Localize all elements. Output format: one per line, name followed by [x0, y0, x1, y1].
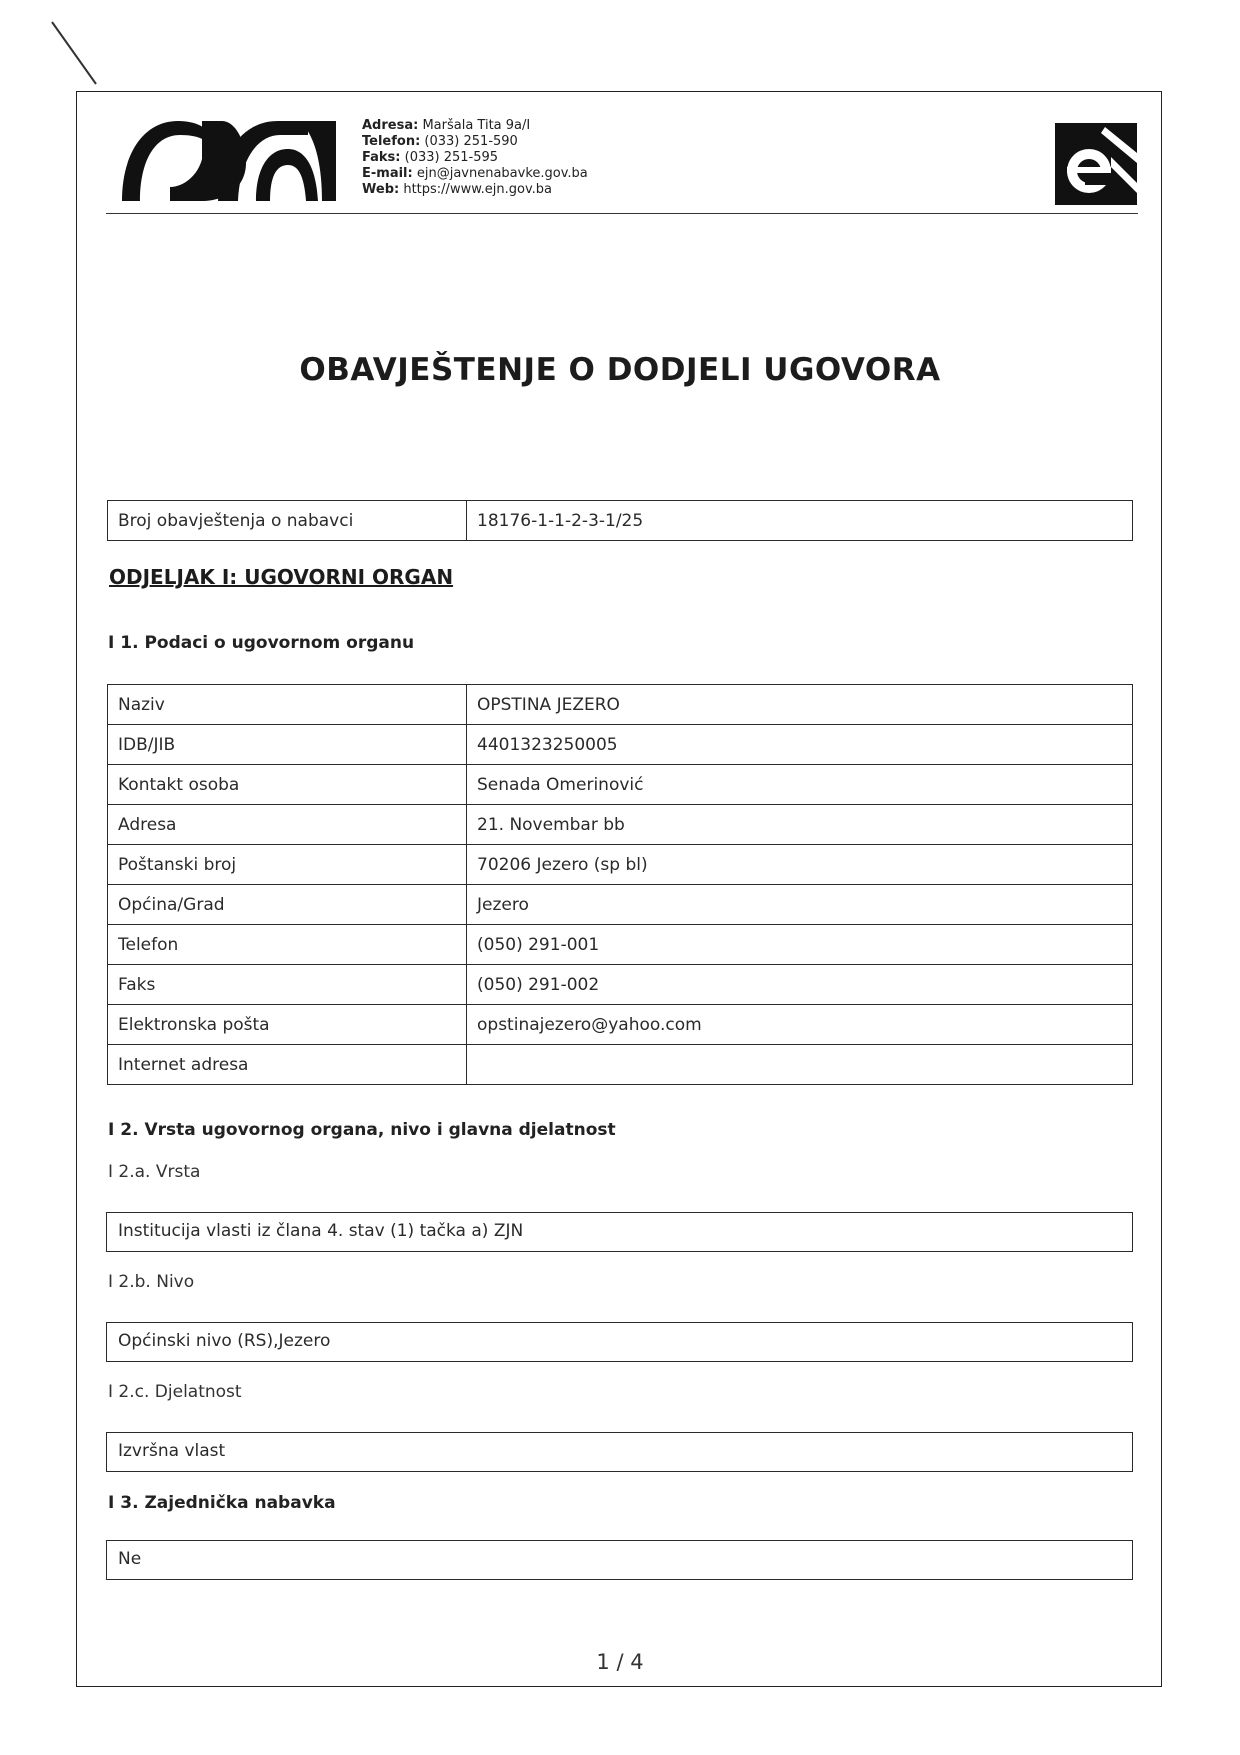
row-label: Kontakt osoba	[108, 765, 467, 805]
i2c-value-box: Izvršna vlast	[106, 1432, 1133, 1472]
subsection-i3-title: I 3. Zajednička nabavka	[108, 1493, 336, 1513]
table-row	[108, 805, 1133, 845]
i2a-label: I 2.a. Vrsta	[108, 1162, 201, 1182]
notice-number-row	[108, 501, 1133, 541]
ejn-logo	[1055, 123, 1137, 205]
table-row	[108, 1005, 1133, 1045]
row-label: Faks	[108, 965, 467, 1005]
row-label: Elektronska pošta	[108, 1005, 467, 1045]
notice-number-table	[107, 500, 1133, 541]
contact-email: E-mail: ejn@javnenabavke.gov.ba	[362, 166, 588, 181]
i2a-value-box: Institucija vlasti iz člana 4. stav (1) tačka a) ZJN	[106, 1212, 1133, 1252]
contact-fax: Faks: (033) 251-595	[362, 150, 499, 165]
contact-phone: Telefon: (033) 251-590	[362, 134, 518, 149]
section-title: ODJELJAK I: UGOVORNI ORGAN	[109, 565, 454, 589]
notice-number-value: 18176-1-1-2-3-1/25	[467, 501, 1133, 541]
subsection-i2-title: I 2. Vrsta ugovornog organa, nivo i glavna djelatnost	[108, 1120, 616, 1140]
row-value: OPSTINA JEZERO	[467, 685, 1133, 725]
header-divider	[106, 213, 1138, 214]
row-value: 21. Novembar bb	[467, 805, 1133, 845]
table-row	[108, 925, 1133, 965]
row-value: 70206 Jezero (sp bl)	[467, 845, 1133, 885]
row-label: Naziv	[108, 685, 467, 725]
row-value: Senada Omerinović	[467, 765, 1133, 805]
page-number: 1 / 4	[596, 1650, 644, 1674]
contact-block	[362, 118, 588, 198]
table-row	[108, 765, 1133, 805]
table-row	[108, 725, 1133, 765]
contact-web: Web: https://www.ejn.gov.ba	[362, 182, 552, 197]
adi-logo	[118, 113, 343, 203]
table-row	[108, 885, 1133, 925]
scan-corner-mark	[50, 20, 110, 90]
row-value: (050) 291-001	[467, 925, 1133, 965]
i2b-value-box: Općinski nivo (RS),Jezero	[106, 1322, 1133, 1362]
row-label: Internet adresa	[108, 1045, 467, 1085]
table-row	[108, 1045, 1133, 1085]
authority-details-table	[107, 684, 1133, 1085]
row-label: Poštanski broj	[108, 845, 467, 885]
i2c-label: I 2.c. Djelatnost	[108, 1382, 242, 1402]
notice-number-label: Broj obavještenja o nabavci	[108, 501, 467, 541]
row-label: Telefon	[108, 925, 467, 965]
document-title: OBAVJEŠTENJE O DODJELI UGOVORA	[299, 352, 941, 388]
row-label: IDB/JIB	[108, 725, 467, 765]
table-row	[108, 845, 1133, 885]
row-label: Adresa	[108, 805, 467, 845]
table-row	[108, 965, 1133, 1005]
row-value: 4401323250005	[467, 725, 1133, 765]
i2b-label: I 2.b. Nivo	[108, 1272, 195, 1292]
row-value: opstinajezero@yahoo.com	[467, 1005, 1133, 1045]
row-value: Jezero	[467, 885, 1133, 925]
row-value	[467, 1045, 1133, 1085]
i3-value-box: Ne	[106, 1540, 1133, 1580]
contact-address: Adresa: Maršala Tita 9a/I	[362, 118, 531, 133]
row-label: Općina/Grad	[108, 885, 467, 925]
subsection-i1-title: I 1. Podaci o ugovornom organu	[108, 633, 415, 653]
row-value: (050) 291-002	[467, 965, 1133, 1005]
table-row	[108, 685, 1133, 725]
